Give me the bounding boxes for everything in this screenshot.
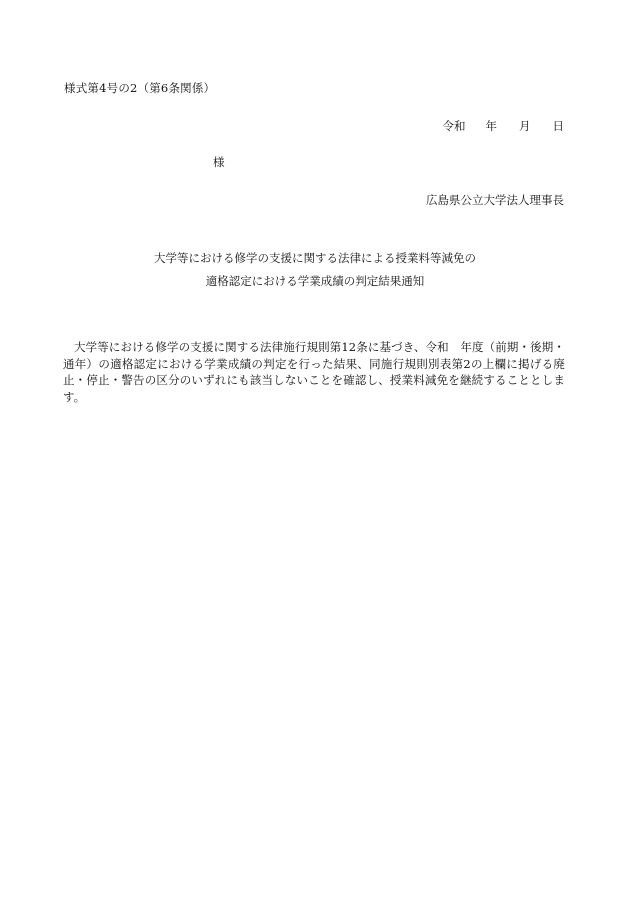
date-day-unit: 日	[552, 119, 564, 133]
date-month-unit: 月	[519, 119, 531, 133]
issuer-name: 広島県公立大学法人理事長	[426, 193, 564, 207]
date-era: 令和	[442, 119, 466, 133]
title-line-1: 大学等における修学の支援に関する法律による授業料等減免の	[154, 251, 476, 265]
body-paragraph: 大学等における修学の支援に関する法律施行規則第12条に基づき、令和 年度（前期・後期・通年）の適格認定における学業成績の判定を行った結果、同施行規則別表第2の上欄に掲げる廃止・停止・警告の区分のいずれにも該当しないことを確認し、授業料減免を継続することとします。	[63, 340, 565, 404]
date-year-unit: 年	[485, 119, 497, 133]
title-line-2: 適格認定における学業成績の判定結果通知	[205, 274, 425, 288]
document-title	[0, 247, 630, 293]
date-line	[443, 118, 565, 135]
recipient-suffix: 様	[213, 155, 225, 169]
form-number: 様式第4号の2（第6条関係）	[64, 81, 216, 95]
